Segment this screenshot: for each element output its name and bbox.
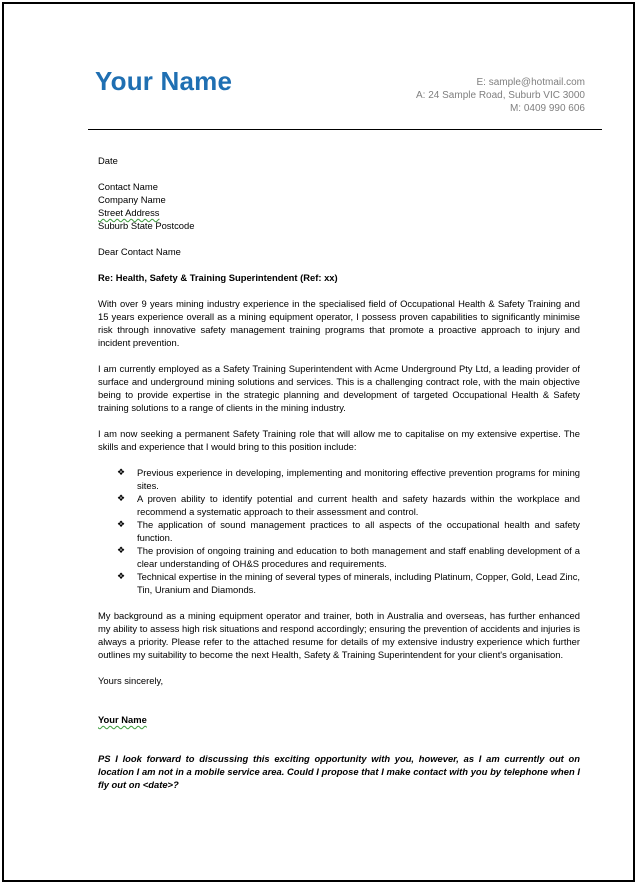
recipient-street-text: Street Address — [98, 207, 160, 218]
recipient-company-name: Company Name — [98, 194, 166, 205]
sender-mobile: M: 0409 990 606 — [509, 103, 585, 114]
recipient-contact-name: Contact Name — [98, 181, 158, 192]
letter-date: Date — [98, 155, 118, 166]
diamond-bullet-icon: ❖ — [117, 493, 126, 503]
list-item: ❖ The provision of ongoing training and education to both management and staff enabling development of a clear understanding of OH&S procedures and requirements. — [117, 545, 580, 569]
list-item: ❖ The application of sound management practices to all aspects of the occupational health and safety function. — [117, 519, 580, 543]
postscript: PS I look forward to discussing this exciting opportunity with you, however, as I am currently out on location I am not in a mobile service area. Could I propose that I make contact with you by telephone when I fly out on <date>? — [98, 753, 580, 790]
sender-email: E: sample@hotmail.com — [476, 77, 585, 88]
sender-address: A: 24 Sample Road, Suburb VIC 3000 — [416, 90, 585, 101]
list-item: ❖ A proven ability to identify potential and current health and safety hazards within the workplace and recommend a systematic approach to their assessment and control. — [117, 493, 580, 517]
skills-list — [98, 466, 580, 596]
subject-line: Re: Health, Safety & Training Superintendent (Ref: xx) — [98, 272, 338, 283]
sender-contact-block — [416, 76, 585, 115]
paragraph-3: I am now seeking a permanent Safety Training role that will allow me to capitalise on my extensive expertise. The skills and experience that I would bring to this position include: — [98, 428, 580, 452]
header-divider — [88, 129, 602, 130]
salutation: Dear Contact Name — [98, 246, 181, 257]
paragraph-2: I am currently employed as a Safety Training Superintendent with Acme Underground Pty Ltd, a leading provider of surface and underground mining solutions and services. This is a challenging contract role, with the main objective being to provide expertise in the strategic planning and development of targeted Occupational Health & Safety training solutions to a range of clients in the mining industry. — [98, 363, 580, 413]
closing-paragraph: My background as a mining equipment operator and trainer, both in Australia and overseas, has further enhanced my ability to assess high risk situations and respond accordingly; ensuring the prevention of accidents and injuries is always a priority. Please refer to the attached resume for details of my extensive industry experience which further outlines my suitability to become the next Health, Safety & Training Superintendent for your client's organisation. — [98, 610, 580, 660]
diamond-bullet-icon: ❖ — [117, 519, 126, 529]
list-item: ❖ Previous experience in developing, implementing and monitoring effective prevention programs for mining sites. — [117, 467, 580, 491]
diamond-bullet-icon: ❖ — [117, 467, 126, 477]
letter-body — [98, 154, 580, 791]
paragraph-1: With over 9 years mining industry experience in the specialised field of Occupational Health & Safety Training and 15 years experience overall as a mining equipment operator, I possess proven capabilities to significantly minimise risk through innovative safety management training programs that promote a proactive approach to injury and incident prevention. — [98, 298, 580, 348]
diamond-bullet-icon: ❖ — [117, 571, 126, 581]
recipient-address — [98, 180, 580, 232]
sender-name: Your Name — [95, 66, 233, 96]
sign-off: Yours sincerely, — [98, 675, 164, 686]
recipient-street — [98, 206, 580, 219]
recipient-suburb: Suburb State Postcode — [98, 220, 195, 231]
list-item: ❖ Technical expertise in the mining of several types of minerals, including Platinum, Copper, Gold, Lead Zinc, Tin, Uranium and Diamonds. — [117, 571, 580, 595]
diamond-bullet-icon: ❖ — [117, 545, 126, 555]
signature-name: Your Name — [98, 714, 147, 725]
